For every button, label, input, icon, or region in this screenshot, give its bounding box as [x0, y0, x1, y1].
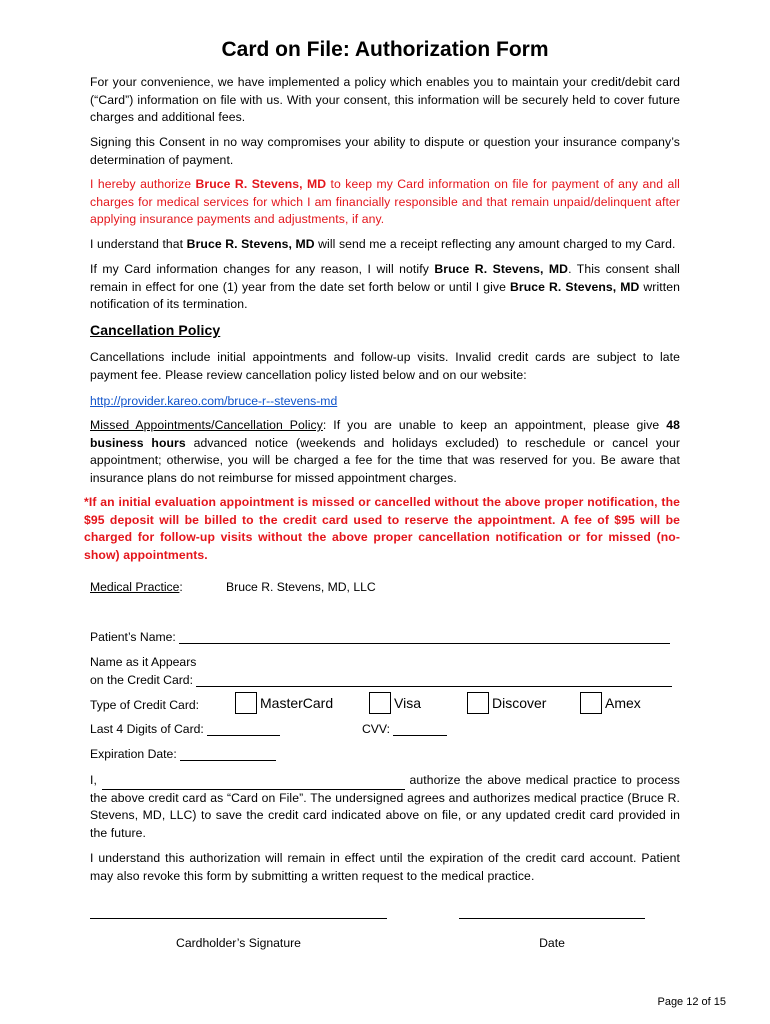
card-type-label: Type of Credit Card: [90, 698, 200, 712]
visa-checkbox[interactable] [369, 692, 391, 714]
last4-row: Last 4 Digits of Card: [90, 722, 280, 736]
receipt-paragraph: I understand that Bruce R. Stevens, MD will send me a receipt reflecting any amount charged to my Card. [90, 237, 676, 251]
name-on-card-row: on the Credit Card: [90, 673, 674, 687]
date-field[interactable] [459, 918, 645, 919]
patient-name-row: Patient’s Name: [90, 630, 674, 644]
page-title: Card on File: Authorization Form [221, 38, 549, 61]
medical-practice-value: Bruce R. Stevens, MD, LLC [226, 580, 376, 594]
card-change-paragraph: If my Card information changes for any reason, I will notify Bruce R. Stevens, MD. This consent shall remain in effect for one (1) year from the date set forth below or until I give Bruce R. Stevens, MD written notification of its termination. [90, 262, 680, 311]
amex-checkbox[interactable] [580, 692, 602, 714]
deposit-notice: *If an initial evaluation appointment is missed or cancelled without the above proper notification, the $95 deposit will be billed to the credit card used to reserve the appointment. A fee of $95 will be charged for follow-up visits without the above proper cancellation notification or for missed (no-show) appointments. [84, 495, 680, 562]
patient-name-field[interactable] [179, 643, 670, 644]
name-on-card-field[interactable] [196, 686, 672, 687]
mastercard-option[interactable]: MasterCard [235, 692, 333, 714]
cvv-field[interactable] [393, 735, 447, 736]
authorize-paragraph: I, authorize the above medical practice to process the above credit card as “Card on File”. The undersigned agrees and authorizes medical practice (Bruce R. Stevens, MD, LLC) to save the credit card indicated above on file, or any updated credit card provided in the future. [90, 773, 681, 840]
missed-appointments-paragraph: Missed Appointments/Cancellation Policy: If you are unable to keep an appointment, please give 48 business hours advanced notice (weekends and holidays excluded) to reschedule or cancel your appointment; otherwise, you will be charged a fee for the time that was reserved for you. Be aware that insurance plans do not reimburse for missed appointment charges. [90, 418, 680, 485]
expiration-row: Expiration Date: [90, 747, 276, 761]
name-on-card-label-1: Name as it Appears [90, 655, 197, 669]
visa-option[interactable]: Visa [369, 692, 421, 714]
medical-practice-label: Medical Practice: [90, 580, 183, 594]
cancellation-heading: Cancellation Policy [90, 322, 221, 338]
authorization-paragraph: I hereby authorize Bruce R. Stevens, MD to keep my Card information on file for payment of any and all charges for medical services for which I am financially responsible and that remain unpaid/delinquent after applying insurance payments and adjustments, if any. [90, 177, 680, 226]
signature-label: Cardholder’s Signature [176, 936, 301, 950]
revocation-paragraph: I understand this authorization will remain in effect until the expiration of the credit card account. Patient may also revoke this form by submitting a written request to the medical practice. [90, 851, 680, 883]
cvv-row: CVV: [362, 722, 447, 736]
discover-option[interactable]: Discover [467, 692, 546, 714]
authorizer-name-field[interactable] [102, 777, 405, 790]
expiration-field[interactable] [180, 760, 276, 761]
website-link[interactable]: http://provider.kareo.com/bruce-r--stevens-md [90, 394, 338, 408]
cancellation-paragraph: Cancellations include initial appointments and follow-up visits. Invalid credit cards are subject to late payment fee. Please review cancellation policy listed below and on our website: [90, 350, 680, 382]
date-label: Date [539, 936, 565, 950]
page-number: Page 12 of 15 [657, 996, 726, 1008]
intro-paragraph: For your convenience, we have implemented a policy which enables you to maintain your credit/debit card (“Card”) information on file with us. With your consent, this information will be securely held to cover future charges and additional fees. [90, 75, 680, 124]
discover-checkbox[interactable] [467, 692, 489, 714]
consent-paragraph: Signing this Consent in no way compromises your ability to dispute or question your insurance company’s determination of payment. [90, 135, 680, 167]
last4-field[interactable] [207, 735, 280, 736]
amex-option[interactable]: Amex [580, 692, 641, 714]
signature-field[interactable] [90, 918, 387, 919]
mastercard-checkbox[interactable] [235, 692, 257, 714]
website-link-row [90, 392, 680, 410]
